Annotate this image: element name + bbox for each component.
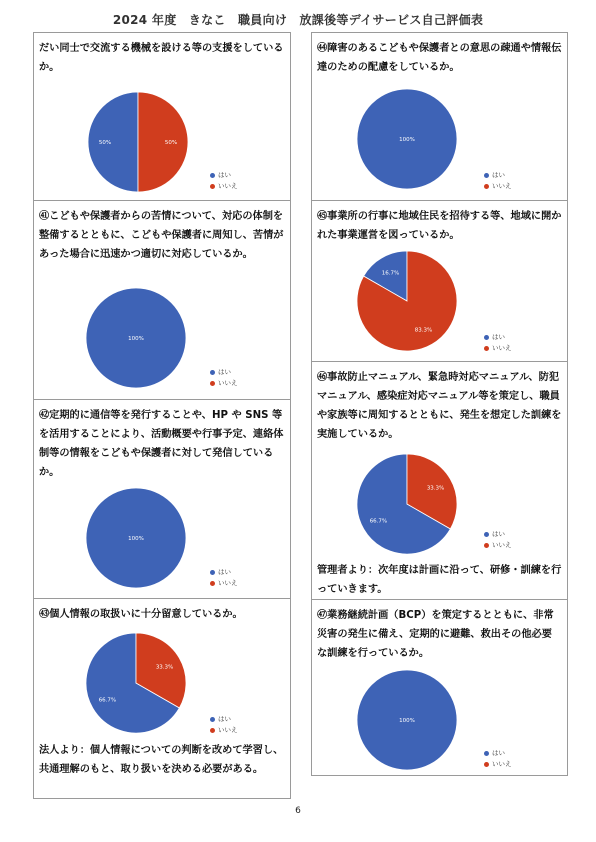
chart-legend xyxy=(210,170,238,192)
legend-item-no xyxy=(484,343,512,354)
question-text: ㊷定期的に通信等を発行することや、HP や SNS 等を活用することにより、活動概要や行事予定、連絡体制等の情報をこどもや保護者に対して発信しているか。 xyxy=(39,410,284,478)
legend-item-no xyxy=(210,725,238,736)
legend-label-no: いいえ xyxy=(492,760,512,768)
pie-label-yes: 66.7% xyxy=(98,697,117,704)
legend-label-yes: はい xyxy=(492,749,505,757)
pie-chart xyxy=(84,631,188,735)
chart-legend xyxy=(484,529,512,551)
chart-legend xyxy=(484,332,512,354)
pie-label-yes: 100% xyxy=(399,718,415,724)
pie-chart xyxy=(355,668,459,772)
legend-item-no xyxy=(210,181,238,192)
chart-legend xyxy=(210,714,238,736)
question-text: ㊶こどもや保護者からの苦情について、対応の体制を整備するとともに、こどもや保護者に周知し、苦情があった場合に迅速かつ適切に対応しているか。 xyxy=(39,211,284,260)
pie-label-yes: 100% xyxy=(128,336,144,342)
legend-item-no xyxy=(210,578,238,589)
pie-label-no: 83.3% xyxy=(414,327,433,334)
legend-dot-no-icon xyxy=(484,346,489,351)
legend-dot-no-icon xyxy=(484,184,489,189)
survey-card xyxy=(311,32,568,201)
chart-legend xyxy=(210,567,238,589)
legend-item-yes xyxy=(484,529,512,540)
question-text: だい同士で交流する機械を設ける等の支援をしているか。 xyxy=(39,43,284,73)
legend-label-no: いいえ xyxy=(218,182,238,190)
legend-dot-no-icon xyxy=(210,728,215,733)
pie-chart xyxy=(86,90,190,194)
pie-chart xyxy=(355,249,459,353)
pie-label-yes: 16.7% xyxy=(381,270,400,277)
page-number: 6 xyxy=(295,806,301,816)
pie-label-no: 33.3% xyxy=(426,485,445,492)
legend-label-no: いいえ xyxy=(218,726,238,734)
page-title: 2024 年度 きなこ 職員向け 放課後等デイサービス自己評価表 xyxy=(112,13,484,27)
pie-chart xyxy=(84,286,188,390)
legend-label-yes: はい xyxy=(218,171,231,179)
legend-dot-yes-icon xyxy=(210,717,215,722)
chart-legend xyxy=(210,367,238,389)
legend-label-yes: はい xyxy=(492,171,505,179)
legend-label-no: いいえ xyxy=(218,579,238,587)
legend-dot-yes-icon xyxy=(484,335,489,340)
legend-item-yes xyxy=(484,332,512,343)
legend-item-no xyxy=(484,540,512,551)
survey-card xyxy=(33,200,291,400)
legend-dot-yes-icon xyxy=(484,173,489,178)
chart-legend xyxy=(484,170,512,192)
pie-label-no: 50% xyxy=(164,140,178,146)
pie-slice-no xyxy=(138,92,188,192)
chart-legend xyxy=(484,748,512,770)
question-text: ㊻事故防止マニュアル、緊急時対応マニュアル、防犯マニュアル、感染症対応マニュアル等を策定し、職員や家族等に周知するとともに、発生を想定した訓練を実施しているか。 xyxy=(317,372,562,440)
legend-dot-no-icon xyxy=(210,381,215,386)
survey-card xyxy=(311,361,568,600)
survey-card xyxy=(33,399,291,599)
legend-label-yes: はい xyxy=(218,715,231,723)
legend-dot-yes-icon xyxy=(210,370,215,375)
survey-card xyxy=(33,32,291,201)
pie-chart xyxy=(355,452,459,556)
legend-label-yes: はい xyxy=(218,368,231,376)
legend-dot-yes-icon xyxy=(210,570,215,575)
legend-item-no xyxy=(484,181,512,192)
legend-dot-yes-icon xyxy=(210,173,215,178)
pie-label-yes: 100% xyxy=(128,536,144,542)
pie-label-yes: 66.7% xyxy=(369,518,388,525)
legend-dot-no-icon xyxy=(210,581,215,586)
legend-label-yes: はい xyxy=(218,568,231,576)
pie-chart xyxy=(355,87,459,191)
legend-dot-no-icon xyxy=(210,184,215,189)
legend-dot-yes-icon xyxy=(484,532,489,537)
legend-item-yes xyxy=(484,748,512,759)
survey-card xyxy=(33,598,291,799)
legend-label-yes: はい xyxy=(492,530,505,538)
survey-card xyxy=(311,599,568,776)
legend-item-yes xyxy=(210,170,238,181)
question-text: ㊼業務継続計画（BCP）を策定するとともに、非常災害の発生に備え、定期的に避難、救出その他必要な訓練を行っているか。 xyxy=(317,610,554,659)
question-text: ㊹障害のあるこどもや保護者との意思の疎通や情報伝達のための配慮をしているか。 xyxy=(317,43,562,73)
legend-label-no: いいえ xyxy=(492,182,512,190)
legend-item-yes xyxy=(210,714,238,725)
legend-item-yes xyxy=(210,567,238,578)
legend-label-no: いいえ xyxy=(492,541,512,549)
pie-label-yes: 100% xyxy=(399,137,415,143)
question-text: ㊺事業所の行事に地域住民を招待する等、地域に開かれた事業運営を図っているか。 xyxy=(317,211,562,241)
legend-dot-no-icon xyxy=(484,543,489,548)
legend-label-yes: はい xyxy=(492,333,505,341)
pie-label-yes: 50% xyxy=(98,140,112,146)
pie-chart xyxy=(84,486,188,590)
manager-comment: 管理者より：次年度は計画に沿って、研修・訓練を行っていきます。 xyxy=(317,565,562,595)
pie-slice-yes xyxy=(88,92,138,192)
legend-label-no: いいえ xyxy=(492,344,512,352)
corporation-comment: 法人より：個人情報についての判断を改めて学習し、共通理解のもと、取り扱いを決める必要がある。 xyxy=(39,745,284,775)
legend-label-no: いいえ xyxy=(218,379,238,387)
legend-dot-yes-icon xyxy=(484,751,489,756)
survey-card xyxy=(311,200,568,362)
legend-item-no xyxy=(210,378,238,389)
legend-item-yes xyxy=(210,367,238,378)
pie-label-no: 33.3% xyxy=(155,664,174,671)
question-text: ㊸個人情報の取扱いに十分留意しているか。 xyxy=(39,609,243,620)
legend-item-no xyxy=(484,759,512,770)
legend-item-yes xyxy=(484,170,512,181)
legend-dot-no-icon xyxy=(484,762,489,767)
